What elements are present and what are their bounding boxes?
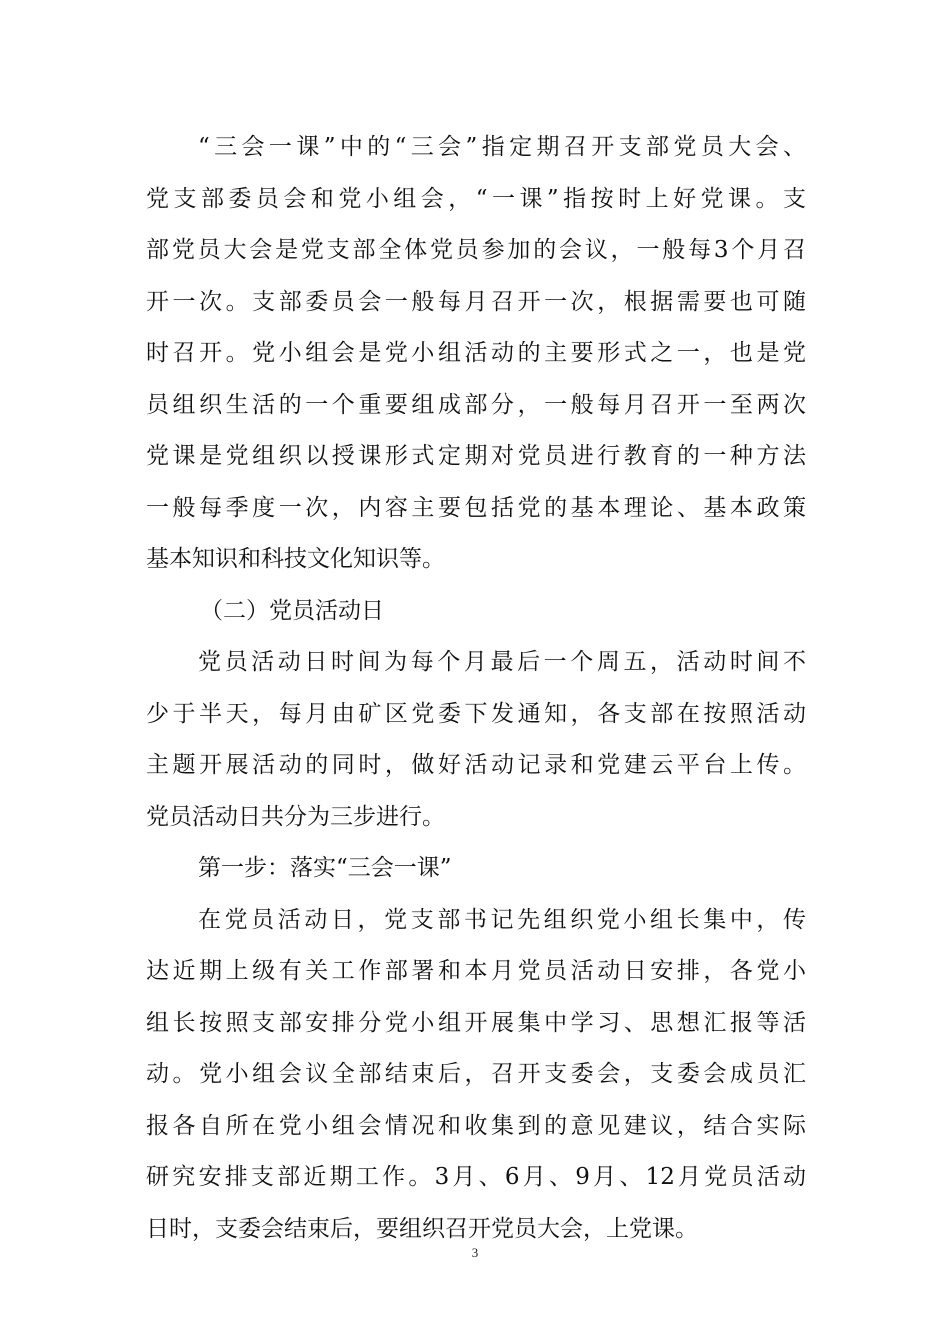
paragraph-step-one: [146, 895, 806, 1256]
text-line: 一般每季度一次，内容主要包括党的基本理论、基本政策: [146, 494, 806, 521]
text-line: 部党员大会是党支部全体党员参加的会议，一般每3个月召: [146, 237, 806, 263]
text-line: 主题开展活动的同时，做好活动记录和党建云平台上传。: [146, 752, 806, 778]
text-line: 研究安排支部近期工作。3月、6月、9月、12月党员活动: [146, 1164, 806, 1190]
text-line: 少于半天，每月由矿区党委下发通知，各支部在按照活动: [146, 700, 806, 727]
text-line: 组长按照支部安排分党小组开展集中学习、思想汇报等活: [146, 1009, 806, 1036]
text-line: 党员活动日时间为每个月最后一个周五，活动时间不: [198, 649, 806, 675]
text-line: 员组织生活的一个重要组成部分，一般每月召开一至两次: [146, 391, 806, 418]
text-line: 开一次。支部委员会一般每月召开一次，根据需要也可随: [146, 288, 806, 315]
text-line: 报各自所在党小组会情况和收集到的意见建议，结合实际: [146, 1112, 806, 1139]
text-line: “三会一课”中的“三会”指定期召开支部党员大会、: [198, 134, 806, 160]
text-line: 达近期上级有关工作部署和本月党员活动日安排，各党小: [146, 958, 806, 984]
paragraph-activity-day: [146, 637, 806, 843]
page-number: 3: [471, 1245, 479, 1260]
step-one-heading: 第一步：落实“三会一课”: [198, 855, 452, 881]
paragraph-three-meetings-one-lesson: [146, 122, 806, 586]
text-line: 动。党小组会议全部结束后，召开支委会，支委会成员汇: [146, 1061, 806, 1087]
text-line: 日时，支委会结束后，要组织召开党员大会，上党课。: [146, 1215, 698, 1242]
text-line: 党员活动日共分为三步进行。: [146, 803, 445, 830]
document-body: [146, 122, 806, 1255]
text-line: 党支部委员会和党小组会，“一课”指按时上好党课。支: [146, 185, 806, 212]
section-heading-party-member-activity-day: （二）党员活动日: [200, 597, 384, 624]
text-line: 基本知识和科技文化知识等。: [146, 546, 445, 572]
text-line: 党课是党组织以授课形式定期对党员进行教育的一种方法: [146, 443, 806, 469]
text-line: 在党员活动日，党支部书记先组织党小组长集中，传: [198, 906, 806, 933]
text-line: 时召开。党小组会是党小组活动的主要形式之一，也是党: [146, 340, 806, 366]
